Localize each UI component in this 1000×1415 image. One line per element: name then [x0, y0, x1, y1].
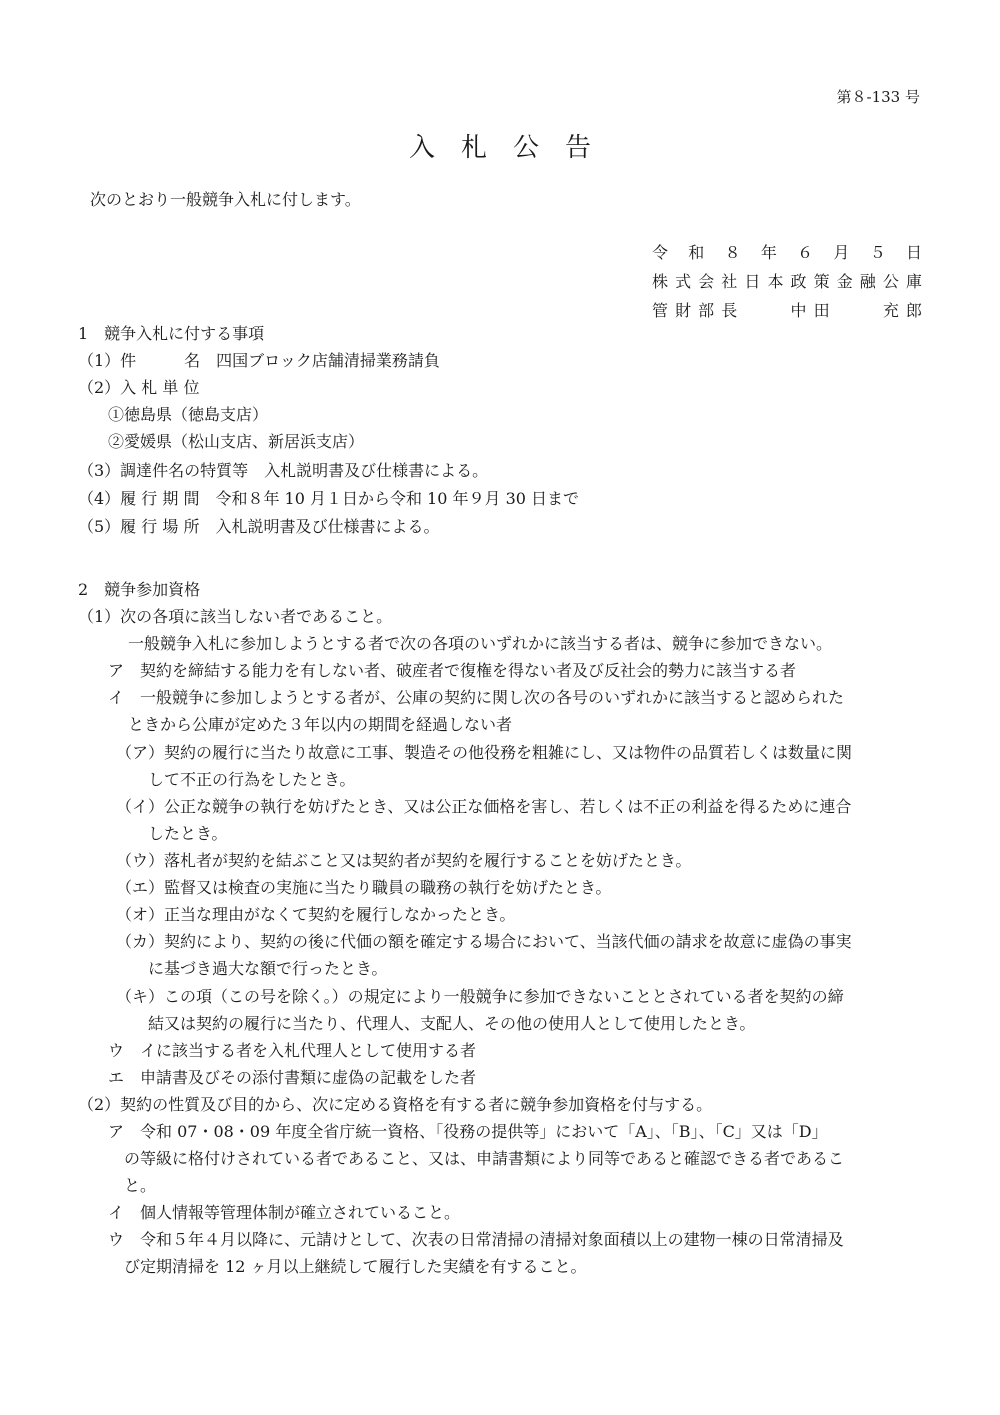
body-line: 2 競争参加資格: [78, 580, 201, 599]
body-line: （1）次の各項に該当しない者であること。: [78, 607, 393, 626]
organization-name: 株式会社日本政策金融公庫: [652, 272, 922, 291]
body-line: （1）件 名 四国ブロック店舗清掃業務請負: [78, 351, 440, 370]
body-line: ウ イに該当する者を入札代理人として使用する者: [108, 1041, 477, 1060]
body-line: イ 一般競争に参加しようとする者が、公庫の契約に関し次の各号のいずれかに該当すると認められた: [108, 688, 845, 707]
body-line: （2）入 札 単 位: [78, 378, 200, 397]
body-line: イ 個人情報等管理体制が確立されていること。: [108, 1203, 461, 1222]
body-line: （2）契約の性質及び目的から、次に定める資格を有する者に競争参加資格を付与する。: [78, 1095, 713, 1114]
body-line: ②愛媛県（松山支店、新居浜支店）: [108, 432, 365, 451]
body-line: と。: [124, 1176, 157, 1195]
body-line: 1 競争入札に付する事項: [78, 324, 265, 343]
body-line: （5）履 行 場 所 入札説明書及び仕様書による。: [78, 517, 440, 536]
body-line: ときから公庫が定めた３年以内の期間を経過しない者: [128, 715, 513, 734]
body-line: （4）履 行 期 間 令和８年 10 月１日から令和 10 年９月 30 日まで: [78, 489, 580, 508]
body-line: に基づき過大な額で行ったとき。: [148, 959, 388, 978]
body-line: したとき。: [148, 824, 228, 843]
body-line: ①徳島県（徳島支店）: [108, 405, 269, 424]
body-line: 結又は契約の履行に当たり、代理人、支配人、その他の使用人として使用したとき。: [148, 1014, 756, 1033]
body-line: （エ）監督又は検査の実施に当たり職員の職務の執行を妨げたとき。: [116, 878, 612, 897]
body-line: （イ）公正な競争の執行を妨げたとき、又は公正な価格を害し、若しくは不正の利益を得るために連合: [116, 797, 852, 816]
document-number: 第８-133 号: [836, 88, 920, 106]
body-line: ア 令和 07・08・09 年度全省庁統一資格、「役務の提供等」において「A」、「B」、「C」又は「D」: [108, 1122, 828, 1141]
body-line: （オ）正当な理由がなくて契約を履行しなかったとき。: [116, 905, 516, 924]
signer-name: 管財部長 中田 充郎: [652, 301, 922, 320]
body-line: び定期清掃を 12 ヶ月以上継続して履行した実績を有すること。: [124, 1257, 587, 1276]
body-line: （キ）この項（この号を除く。）の規定により一般競争に参加できないこととされている者を契約の締: [116, 987, 844, 1006]
announcement-date: 令 和 ８ 年 ６ 月 ５ 日: [652, 243, 922, 262]
body-line: 一般競争入札に参加しようとする者で次の各項のいずれかに該当する者は、競争に参加できない。: [128, 634, 833, 653]
date-signature-block: [652, 245, 922, 332]
body-line: ア 契約を締結する能力を有しない者、破産者で復権を得ない者及び反社会的勢力に該当する者: [108, 661, 797, 680]
intro-text: 次のとおり一般競争入札に付します。: [90, 190, 361, 209]
body-line: エ 申請書及びその添付書類に虚偽の記載をした者: [108, 1068, 477, 1087]
body-line: の等級に格付けされている者であること、又は、申請書類により同等であると確認できる者であるこ: [124, 1149, 845, 1168]
body-line: ウ 令和５年４月以降に、元請けとして、次表の日常清掃の清掃対象面積以上の建物一棟の日常清掃及: [108, 1230, 844, 1249]
document-title: 入札公告: [408, 133, 617, 163]
body-line: （カ）契約により、契約の後に代価の額を確定する場合において、当該代価の請求を故意に虚偽の事実: [116, 932, 852, 951]
body-line: （3）調達件名の特質等 入札説明書及び仕様書による。: [78, 461, 489, 480]
body-line: して不正の行為をしたとき。: [148, 770, 356, 789]
body-line: （ウ）落札者が契約を結ぶこと又は契約者が契約を履行することを妨げたとき。: [116, 851, 692, 870]
body-line: （ア）契約の履行に当たり故意に工事、製造その他役務を粗雑にし、又は物件の品質若しくは数量に関: [116, 743, 853, 762]
